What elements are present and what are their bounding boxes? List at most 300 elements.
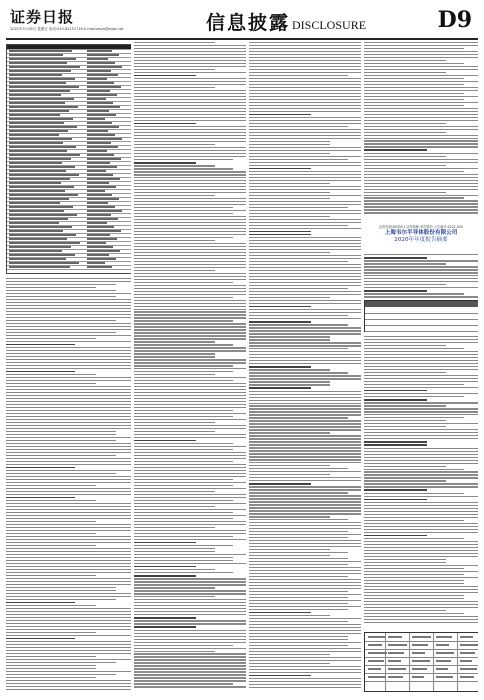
text-line: [134, 201, 246, 202]
table-cell: [87, 186, 116, 188]
text-line: [6, 440, 116, 441]
table-cell: [87, 50, 112, 52]
text-line: [364, 135, 478, 136]
text-line: [249, 129, 361, 130]
text-line: [134, 114, 246, 115]
text-line: [249, 675, 311, 677]
body-text: [134, 42, 246, 689]
table-cell: [87, 58, 108, 60]
table-cell: [368, 636, 385, 638]
table-cell: [368, 660, 384, 662]
text-line: [6, 650, 131, 651]
text-line: [249, 564, 348, 565]
text-line: [134, 117, 246, 118]
masthead: [6, 4, 478, 40]
table-cell: [9, 214, 77, 216]
table-cell: [388, 652, 404, 654]
table-cell: [87, 154, 114, 156]
table-cell: [87, 142, 111, 144]
text-line: [249, 522, 361, 523]
text-line: [249, 397, 361, 398]
text-line: [6, 380, 131, 381]
text-line: [134, 554, 246, 555]
body-text: [6, 278, 131, 692]
text-line: [364, 138, 478, 139]
text-line: [134, 419, 246, 420]
text-line: [364, 63, 464, 64]
table-rule: [365, 657, 478, 658]
table-cell: [388, 676, 403, 678]
text-line: [249, 381, 330, 382]
text-line: [249, 394, 361, 395]
text-line: [249, 420, 361, 421]
text-line: [134, 90, 246, 91]
text-line: [134, 159, 233, 160]
text-line: [364, 499, 427, 501]
text-line: [134, 192, 246, 193]
table-cell: [87, 122, 112, 124]
text-line: [249, 294, 361, 295]
text-line: [249, 627, 361, 628]
table-cell: [87, 106, 120, 108]
text-line: [249, 90, 361, 91]
text-line: [364, 463, 478, 464]
text-line: [249, 612, 311, 614]
text-line: [134, 285, 246, 286]
text-line: [134, 102, 246, 103]
text-line: [6, 479, 131, 480]
table-cell: [87, 86, 121, 88]
text-line: [249, 510, 361, 511]
table-cell: [87, 54, 119, 56]
table-cell: [9, 74, 62, 76]
text-line: [249, 354, 361, 355]
text-line: [134, 636, 246, 637]
text-line: [6, 449, 131, 450]
text-line: [134, 645, 233, 646]
text-line: [134, 93, 246, 94]
text-line: [249, 594, 361, 595]
text-line: [249, 219, 361, 220]
text-line: [134, 147, 246, 148]
body-text: [364, 336, 478, 625]
text-line: [249, 441, 361, 442]
text-line: [134, 407, 246, 408]
text-line: [249, 678, 361, 679]
text-line: [6, 629, 131, 630]
text-line: [249, 384, 330, 385]
text-line: [249, 391, 361, 392]
text-line: [249, 60, 361, 61]
text-line: [249, 201, 361, 202]
text-line: [134, 470, 246, 471]
text-line: [6, 473, 116, 474]
text-line: [6, 389, 131, 390]
table-cell: [87, 250, 120, 252]
table-cell: [87, 226, 114, 228]
table-cell: [87, 194, 112, 196]
text-line: [134, 252, 246, 253]
text-line: [364, 511, 478, 512]
table-cell: [9, 162, 62, 164]
text-line: [249, 558, 348, 559]
text-line: [6, 617, 131, 618]
table-cell: [9, 130, 68, 132]
text-line: [364, 200, 478, 201]
text-line: [6, 668, 96, 669]
table-cell: [9, 122, 64, 124]
text-line: [6, 365, 131, 366]
text-line: [364, 168, 478, 169]
text-line: [249, 408, 361, 409]
table-cell: [436, 660, 451, 662]
text-line: [134, 494, 246, 495]
text-line: [249, 660, 361, 661]
text-line: [364, 457, 478, 458]
table-cell: [87, 262, 105, 264]
text-line: [6, 329, 131, 330]
text-line: [6, 683, 131, 684]
text-line: [364, 105, 464, 106]
text-line: [6, 362, 131, 363]
text-line: [134, 213, 233, 214]
text-line: [249, 639, 348, 640]
text-line: [134, 674, 246, 675]
text-line: [249, 684, 361, 685]
text-line: [134, 452, 246, 453]
text-line: [6, 572, 131, 573]
table-cell: [9, 110, 69, 112]
text-line: [6, 533, 96, 534]
text-line: [134, 380, 233, 381]
text-line: [249, 117, 361, 118]
text-line: [134, 323, 246, 324]
table-cell: [9, 50, 72, 52]
table-cell: [9, 194, 78, 196]
text-line: [134, 174, 246, 175]
text-line: [249, 150, 361, 151]
table-cell: [412, 644, 428, 646]
text-line: [6, 284, 116, 285]
text-line: [134, 608, 246, 609]
text-line: [249, 537, 348, 538]
text-line: [364, 263, 446, 264]
table-cell: [460, 676, 474, 678]
text-line: [249, 120, 361, 121]
section-title: [206, 8, 366, 35]
text-line: [249, 228, 361, 229]
text-line: [134, 545, 233, 546]
table-cell: [9, 226, 72, 228]
text-line: [364, 129, 478, 130]
text-line: [6, 443, 131, 444]
text-line: [249, 549, 330, 550]
text-line: [249, 636, 348, 637]
text-line: [6, 314, 131, 315]
table-cell: [9, 230, 63, 232]
text-line: [6, 419, 131, 420]
text-line: [6, 575, 96, 576]
text-line: [364, 159, 478, 160]
table-cell: [87, 214, 111, 216]
text-line: [364, 180, 478, 181]
text-line: [6, 614, 131, 615]
text-line: [6, 461, 131, 462]
text-line: [134, 216, 246, 217]
text-line: [249, 624, 361, 625]
text-line: [249, 423, 361, 424]
text-line: [6, 317, 131, 318]
table-cell: [460, 660, 472, 662]
text-line: [249, 225, 348, 226]
text-line: [134, 54, 246, 55]
text-line: [134, 183, 246, 184]
text-line: [134, 572, 233, 573]
text-line: [249, 147, 361, 148]
text-line: [134, 335, 246, 336]
text-line: [249, 585, 361, 586]
text-line: [364, 209, 478, 210]
text-line: [134, 273, 246, 274]
text-line: [134, 482, 246, 483]
text-line: [134, 165, 215, 166]
text-line: [249, 687, 361, 688]
text-line: [249, 297, 330, 298]
text-line: [6, 596, 131, 597]
text-line: [249, 282, 361, 283]
text-line: [6, 524, 131, 525]
text-line: [364, 57, 478, 58]
text-line: [364, 480, 446, 481]
text-line: [249, 474, 330, 475]
text-line: [134, 204, 246, 205]
table-cell: [9, 146, 76, 148]
table-cell: [9, 150, 67, 152]
text-line: [364, 396, 464, 397]
text-line: [6, 635, 131, 636]
text-line: [249, 465, 330, 466]
text-line: [134, 473, 246, 474]
announcement-header: [364, 224, 478, 244]
table-cell: [436, 668, 448, 670]
text-line: [134, 680, 246, 681]
text-line: [364, 84, 464, 85]
table-rule: [433, 633, 434, 691]
table-rule: [365, 319, 478, 320]
text-line: [364, 165, 446, 166]
text-line: [364, 526, 478, 527]
text-line: [134, 42, 215, 43]
text-line: [364, 384, 464, 385]
table-cell: [9, 134, 59, 136]
text-line: [134, 362, 246, 363]
text-line: [134, 75, 196, 77]
text-line: [134, 87, 215, 88]
table-cell: [87, 246, 113, 248]
text-line: [364, 296, 478, 297]
text-line: [364, 577, 478, 578]
text-line: [249, 669, 361, 670]
table-cell: [87, 206, 115, 208]
text-line: [249, 198, 330, 199]
text-line: [249, 105, 361, 106]
text-line: [6, 674, 116, 675]
text-line: [6, 290, 116, 291]
text-line: [134, 129, 246, 130]
text-line: [249, 468, 348, 469]
text-line: [364, 420, 446, 421]
text-line: [364, 117, 478, 118]
text-line: [134, 446, 246, 447]
text-line: [6, 605, 96, 606]
text-line: [6, 404, 131, 405]
text-line: [249, 543, 361, 544]
text-line: [134, 497, 246, 498]
text-line: [249, 114, 311, 116]
text-line: [6, 581, 131, 582]
text-line: [249, 207, 348, 208]
text-line: [134, 255, 246, 256]
table-cell: [460, 652, 475, 654]
text-line: [6, 623, 131, 624]
text-line: [6, 641, 131, 642]
table-cell: [87, 94, 117, 96]
table-cell: [9, 182, 61, 184]
table-cell: [9, 254, 75, 256]
text-line: [364, 375, 478, 376]
table-cell: [9, 170, 66, 172]
text-line: [6, 500, 96, 501]
text-line: [249, 279, 361, 280]
text-line: [364, 438, 478, 439]
table-cell: [9, 186, 74, 188]
text-line: [249, 69, 361, 70]
table-cell: [9, 98, 74, 100]
table-cell: [87, 126, 119, 128]
text-line: [249, 534, 361, 535]
financial-table: [364, 632, 478, 692]
text-line: [364, 212, 478, 213]
text-line: [249, 462, 361, 463]
text-line: [134, 671, 246, 672]
text-line: [249, 351, 361, 352]
text-line: [364, 269, 478, 270]
table-cell: [9, 138, 72, 140]
text-line: [364, 523, 478, 524]
text-line: [364, 195, 478, 196]
text-line: [6, 563, 131, 564]
text-line: [134, 359, 246, 360]
table-cell: [388, 636, 402, 638]
text-line: [6, 278, 131, 279]
table-rule: [365, 649, 478, 650]
text-line: [249, 339, 330, 340]
table-cell: [87, 150, 107, 152]
text-line: [134, 611, 246, 612]
text-line: [6, 302, 131, 303]
text-line: [249, 477, 361, 478]
table-rule: [365, 673, 478, 674]
text-line: [134, 138, 246, 139]
text-line: [364, 81, 478, 82]
text-line: [6, 548, 131, 549]
text-line: [134, 476, 246, 477]
text-line: [134, 518, 233, 519]
text-line: [249, 480, 361, 481]
table-cell: [9, 238, 67, 240]
text-line: [364, 203, 478, 204]
text-line: [249, 648, 361, 649]
text-line: [134, 288, 246, 289]
text-line: [364, 619, 478, 620]
text-line: [6, 452, 131, 453]
text-line: [6, 506, 131, 507]
table-cell: [9, 250, 62, 252]
table-rule: [365, 325, 478, 326]
text-line: [6, 626, 131, 627]
text-line: [364, 486, 478, 487]
text-line: [364, 54, 478, 55]
text-line: [249, 591, 348, 592]
text-line: [6, 455, 116, 456]
text-line: [249, 501, 361, 502]
text-line: [6, 326, 131, 327]
table-cell: [87, 202, 108, 204]
text-line: [364, 42, 478, 43]
text-line: [134, 617, 196, 619]
text-line: [134, 150, 246, 151]
text-line: [249, 378, 361, 379]
text-line: [364, 60, 446, 61]
text-line: [249, 252, 330, 253]
text-line: [249, 63, 361, 64]
text-line: [134, 500, 233, 501]
text-line: [364, 529, 478, 530]
text-line: [134, 180, 246, 181]
text-line: [134, 219, 246, 220]
table-cell: [9, 94, 61, 96]
text-line: [364, 186, 478, 187]
text-line: [364, 123, 446, 124]
table-cell: [9, 198, 69, 200]
text-line: [249, 327, 361, 328]
text-line: [249, 96, 361, 97]
table-cell: [9, 114, 60, 116]
text-line: [249, 156, 361, 157]
text-line: [249, 51, 361, 52]
text-line: [134, 99, 246, 100]
text-line: [249, 633, 361, 634]
text-line: [364, 260, 478, 261]
text-line: [249, 513, 361, 514]
text-line: [6, 356, 131, 357]
text-line: [249, 108, 361, 109]
text-line: [249, 375, 361, 376]
text-line: [6, 407, 131, 408]
text-line: [134, 225, 246, 226]
text-line: [134, 240, 215, 241]
text-line: [134, 246, 246, 247]
text-line: [134, 630, 246, 631]
text-line: [134, 530, 246, 531]
section-title-en: DISCLOSURE: [292, 18, 367, 32]
text-line: [249, 426, 361, 427]
text-line: [134, 105, 246, 106]
text-line: [6, 488, 131, 489]
text-line: [364, 598, 464, 599]
text-line: [364, 460, 478, 461]
text-line: [364, 502, 478, 503]
